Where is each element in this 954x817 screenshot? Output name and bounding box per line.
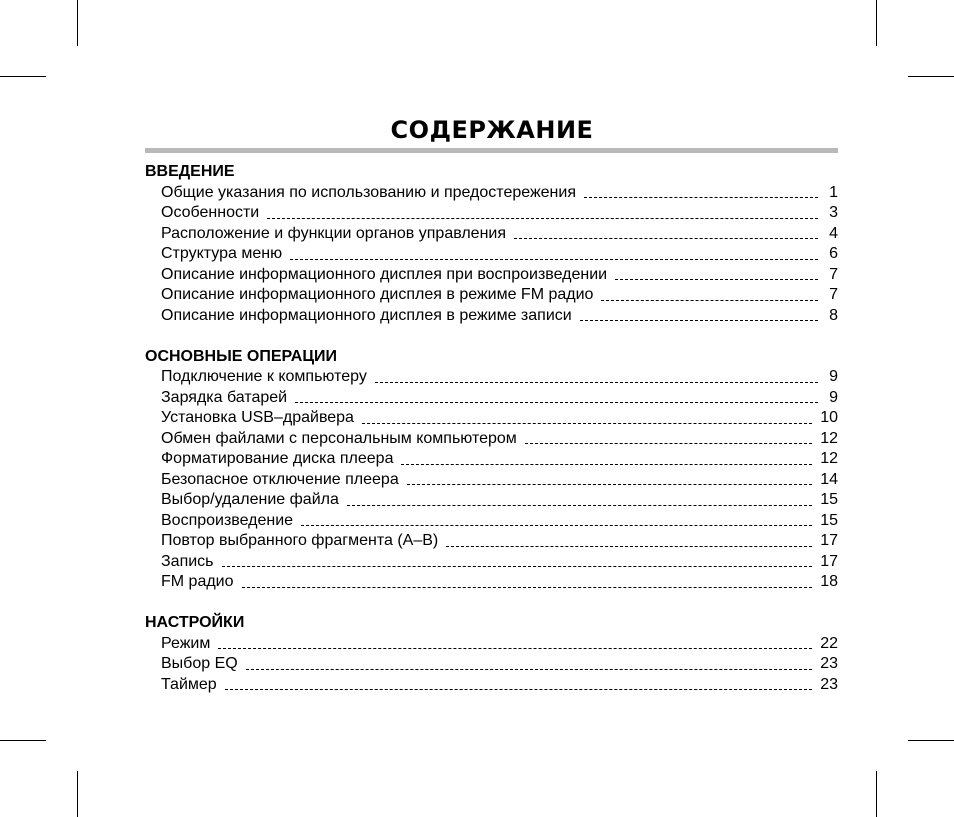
toc-entry[interactable] <box>145 429 838 450</box>
toc-entry-page-number: 12 <box>820 429 838 447</box>
crop-mark-bottom-left-horizontal <box>0 740 46 741</box>
toc-entry-page-number: 3 <box>829 204 838 221</box>
dot-leader <box>525 443 812 444</box>
toc-section <box>145 613 838 695</box>
toc-entry-label: Обмен файлами с персональным компьютером <box>161 429 517 447</box>
toc-entry[interactable] <box>145 244 838 265</box>
toc-entry-page-number: 17 <box>820 552 838 570</box>
toc-entry-page-number: 1 <box>829 183 838 201</box>
toc-entry[interactable] <box>145 511 838 532</box>
toc-entry-page-number: 8 <box>829 306 838 324</box>
dot-leader <box>222 566 813 567</box>
toc-entry-page-number: 6 <box>829 245 838 262</box>
toc-entry-label: Общие указания по использованию и предостережения <box>161 183 576 201</box>
toc-entry[interactable] <box>145 388 838 409</box>
toc-entry-page-number: 22 <box>820 634 838 652</box>
dot-leader <box>295 402 818 403</box>
toc-entry-label: Подключение к компьютеру <box>161 368 367 385</box>
toc-entry-label: Выбор/удаление файла <box>161 491 339 508</box>
toc-entry[interactable] <box>145 531 838 552</box>
toc-entry-page-number: 17 <box>820 532 838 549</box>
crop-mark-bottom-right-horizontal <box>908 740 954 741</box>
section-title: ВВЕДЕНИЕ <box>145 163 235 180</box>
toc-entry[interactable] <box>145 490 838 511</box>
toc-entry[interactable] <box>145 306 838 327</box>
page-title: СОДЕРЖАНИЕ <box>390 116 594 144</box>
toc-section <box>145 162 838 326</box>
toc-entry-label: Выбор EQ <box>161 655 238 672</box>
dot-leader <box>514 238 818 239</box>
toc-entry-label: Таймер <box>161 675 217 693</box>
crop-mark-top-left-vertical <box>77 0 78 46</box>
toc-entry-page-number: 7 <box>829 265 838 283</box>
dot-leader <box>407 484 812 485</box>
toc-entry[interactable] <box>145 183 838 204</box>
crop-mark-bottom-right-vertical <box>876 771 877 817</box>
toc-entry-page-number: 14 <box>820 470 838 488</box>
toc-entry-page-number: 9 <box>829 368 838 385</box>
toc-entry-label: Форматирование диска плеера <box>161 450 394 467</box>
toc-entry-page-number: 4 <box>829 224 838 242</box>
toc-entry-label: Режим <box>161 634 211 652</box>
toc-entry-page-number: 23 <box>820 675 838 693</box>
crop-mark-top-right-horizontal <box>908 76 954 77</box>
toc-entry-label: Зарядка батарей <box>161 388 288 406</box>
toc-entry[interactable] <box>145 675 838 696</box>
dot-leader <box>615 279 818 280</box>
crop-mark-bottom-left-vertical <box>77 771 78 817</box>
toc-entry-label: Запись <box>161 552 214 570</box>
toc-entry-label: Описание информационного дисплея в режиме FM радио <box>161 286 594 303</box>
dot-leader <box>242 587 813 588</box>
toc-entry[interactable] <box>145 634 838 655</box>
toc-entry-label: FM радио <box>161 573 234 590</box>
toc-entry[interactable] <box>145 224 838 245</box>
dot-leader <box>580 320 818 321</box>
toc-entry-label: Структура меню <box>161 245 283 262</box>
crop-mark-top-left-horizontal <box>0 76 46 77</box>
toc-entry[interactable] <box>145 408 838 429</box>
dot-leader <box>225 689 813 690</box>
toc-entry[interactable] <box>145 449 838 470</box>
toc-entry-page-number: 7 <box>829 286 838 303</box>
toc-entry-label: Описание информационного дисплея в режиме записи <box>161 306 572 324</box>
crop-mark-top-right-vertical <box>876 0 877 46</box>
toc-entry[interactable] <box>145 265 838 286</box>
dot-leader <box>301 525 812 526</box>
dot-leader <box>401 464 812 465</box>
toc-entry[interactable] <box>145 285 838 306</box>
toc-entry-page-number: 15 <box>820 511 838 529</box>
dot-leader <box>601 300 818 301</box>
dot-leader <box>375 382 818 383</box>
toc-entry-page-number: 9 <box>829 388 838 406</box>
section-title: ОСНОВНЫЕ ОПЕРАЦИИ <box>145 347 338 365</box>
dot-leader <box>446 546 812 547</box>
toc-entry[interactable] <box>145 470 838 491</box>
toc-entry-label: Описание информационного дисплея при воспроизведении <box>161 265 608 283</box>
toc-entry-label: Повтор выбранного фрагмента (A–B) <box>161 532 439 549</box>
toc-entry[interactable] <box>145 552 838 573</box>
toc-entry[interactable] <box>145 654 838 675</box>
toc-entry-page-number: 23 <box>820 655 838 672</box>
toc-entry-label: Расположение и функции органов управления <box>161 224 507 242</box>
toc-entry-label: Безопасное отключение плеера <box>161 470 399 488</box>
toc-entry-page-number: 18 <box>820 573 838 590</box>
dot-leader <box>290 259 818 260</box>
toc-entry-label: Установка USB–драйвера <box>161 409 354 426</box>
title-rule <box>145 148 838 153</box>
toc-entry[interactable] <box>145 572 838 593</box>
dot-leader <box>246 669 813 670</box>
toc-entry-page-number: 12 <box>820 450 838 467</box>
section-title: НАСТРОЙКИ <box>145 614 245 631</box>
dot-leader <box>218 648 812 649</box>
toc-entry[interactable] <box>145 203 838 224</box>
dot-leader <box>362 423 812 424</box>
toc-entry-label: Особенности <box>161 204 260 221</box>
toc-entry-page-number: 15 <box>820 491 838 508</box>
dot-leader <box>267 218 818 219</box>
toc-entry-page-number: 10 <box>820 409 838 426</box>
dot-leader <box>584 197 818 198</box>
toc-entry-label: Воспроизведение <box>161 511 294 529</box>
toc-section <box>145 347 838 593</box>
toc-entry[interactable] <box>145 367 838 388</box>
table-of-contents <box>145 162 838 716</box>
dot-leader <box>347 505 812 506</box>
